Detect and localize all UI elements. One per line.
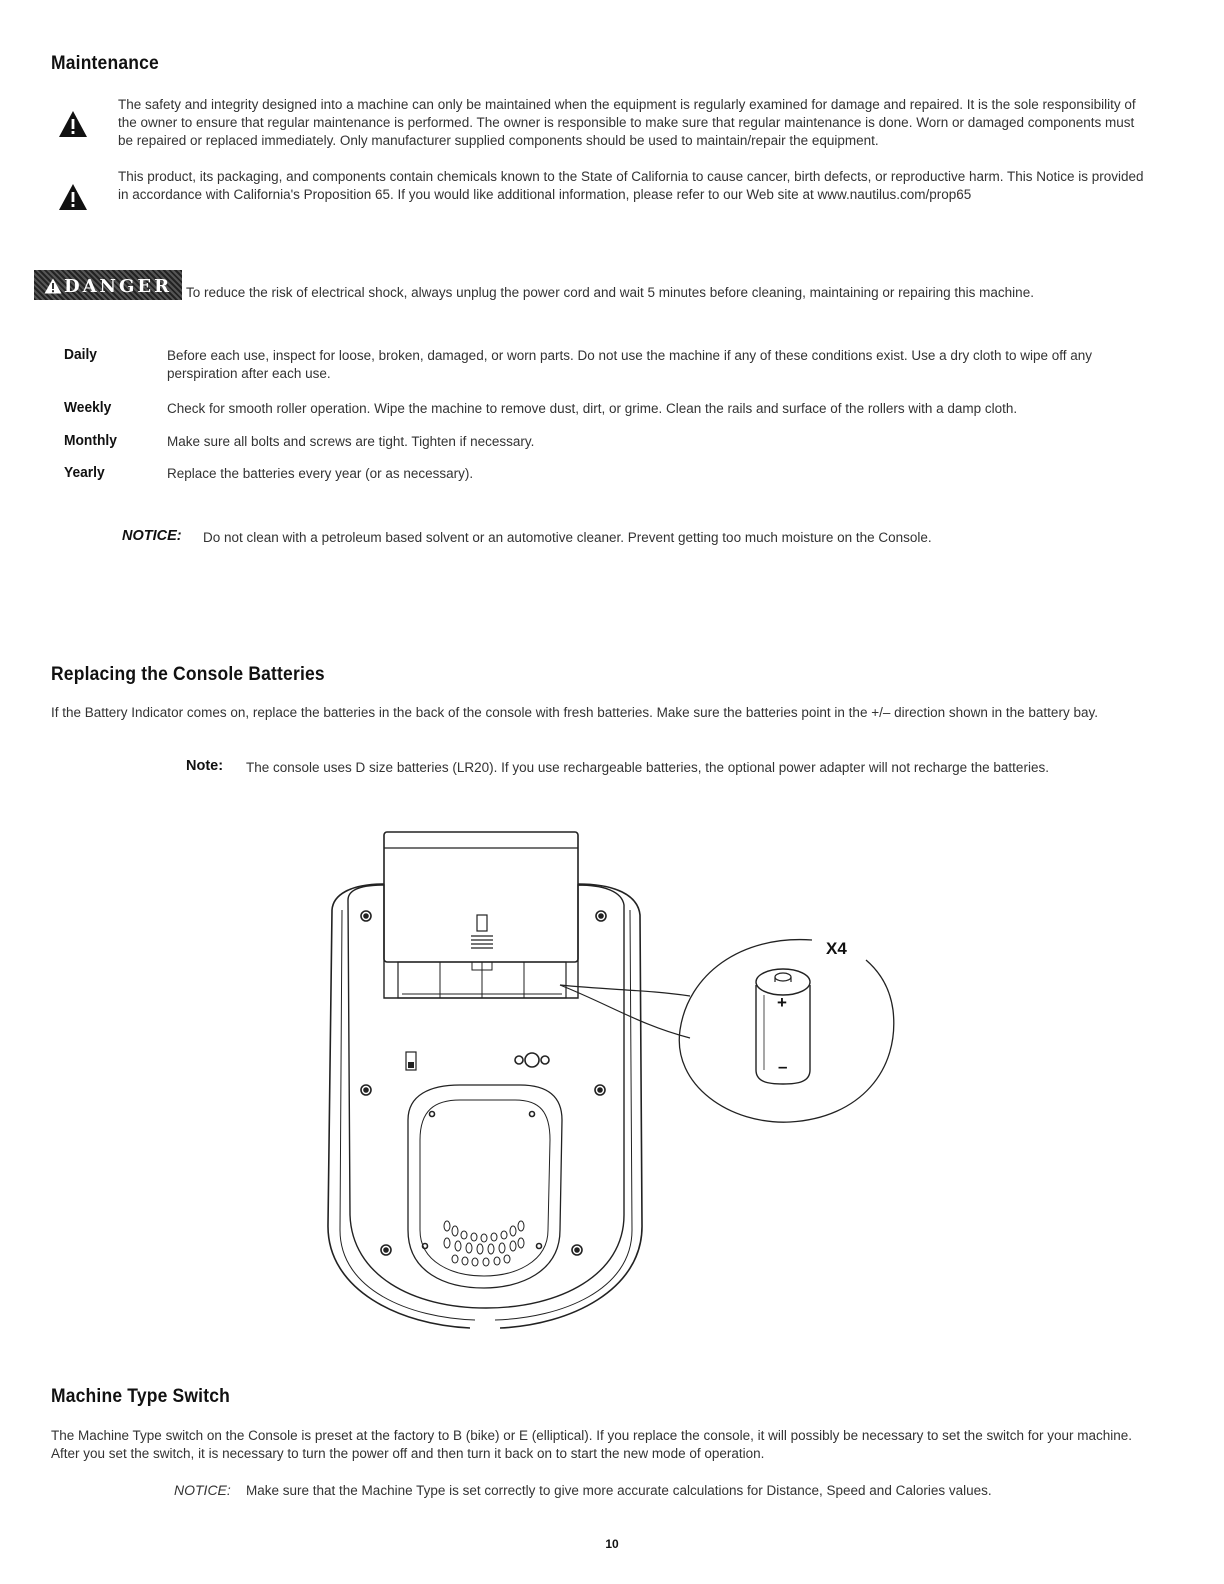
batteries-title: Replacing the Console Batteries — [51, 664, 325, 685]
battery-minus-label: – — [778, 1057, 788, 1076]
danger-label: DANGER — [63, 275, 173, 297]
danger-text: To reduce the risk of electrical shock, always unplug the power cord and wait 5 minutes before cleaning, maintaining or repairing this machine. — [186, 285, 1034, 300]
schedule-text-daily: Before each use, inspect for loose, broken, damaged, or worn parts. Do not use the machine if any of these conditions exist. Use a dry cloth to wipe off any perspiration after each use. — [167, 348, 1093, 381]
page-number: 10 — [605, 1537, 619, 1551]
notice-text: Do not clean with a petroleum based solvent or an automotive cleaner. Prevent getting too much moisture on the Console. — [203, 530, 932, 545]
schedule-label-weekly: Weekly — [64, 399, 112, 416]
machine-type-text: The Machine Type switch on the Console is preset at the factory to B (bike) or E (elliptical). If you replace the console, it will possibly be necessary to set the switch for your machine. After you set the switch, it is necessary to turn the power off and then turn it back on to start the new mode of operation. — [51, 1428, 1133, 1461]
prop65-warning-text: This product, its packaging, and components contain chemicals known to the State of California to cause cancer, birth defects, or reproductive harm. This Notice is provided in accordance with California's Proposition 65. If you would like additional information, please refer to our Web site at www.nautilus.com/prop65 — [118, 169, 1144, 202]
schedule-text-weekly: Check for smooth roller operation. Wipe the machine to remove dust, dirt, or grime. Clean the rails and surface of the rollers with a damp cloth. — [167, 401, 1018, 416]
schedule-label-daily: Daily — [64, 346, 97, 363]
maintenance-warning-text: The safety and integrity designed into a machine can only be maintained when the equipment is regularly examined for damage and repaired. It is the sole responsibility of the owner to ensure that regular maintenance is performed. The owner is responsible to make sure that regular maintenance is done. Worn or damaged components must be repaired or replaced immediately. Only manufacturer supplied components should be used to maintain/repair the equipment. — [118, 97, 1136, 148]
note-label: Note: — [186, 758, 224, 774]
battery-plus-label: + — [777, 993, 787, 1012]
machine-type-notice-text: Make sure that the Machine Type is set correctly to give more accurate calculations for Distance, Speed and Calories values. — [246, 1483, 992, 1498]
machine-type-notice-label: NOTICE: — [174, 1482, 231, 1498]
schedule-label-monthly: Monthly — [64, 432, 117, 449]
machine-type-title: Machine Type Switch — [51, 1386, 230, 1407]
batteries-text: If the Battery Indicator comes on, replace the batteries in the back of the console with fresh batteries. Make sure the batteries point in the +/– direction shown in the battery bay. — [51, 705, 1098, 720]
schedule-text-monthly: Make sure all bolts and screws are tight. Tighten if necessary. — [167, 434, 535, 449]
note-text: The console uses D size batteries (LR20). If you use rechargeable batteries, the optional power adapter will not recharge the batteries. — [246, 760, 1049, 775]
notice-label: NOTICE: — [122, 528, 182, 544]
maintenance-title: Maintenance — [51, 53, 159, 74]
schedule-text-yearly: Replace the batteries every year (or as necessary). — [167, 466, 474, 481]
schedule-label-yearly: Yearly — [64, 464, 105, 481]
quantity-label: X4 — [826, 939, 847, 958]
